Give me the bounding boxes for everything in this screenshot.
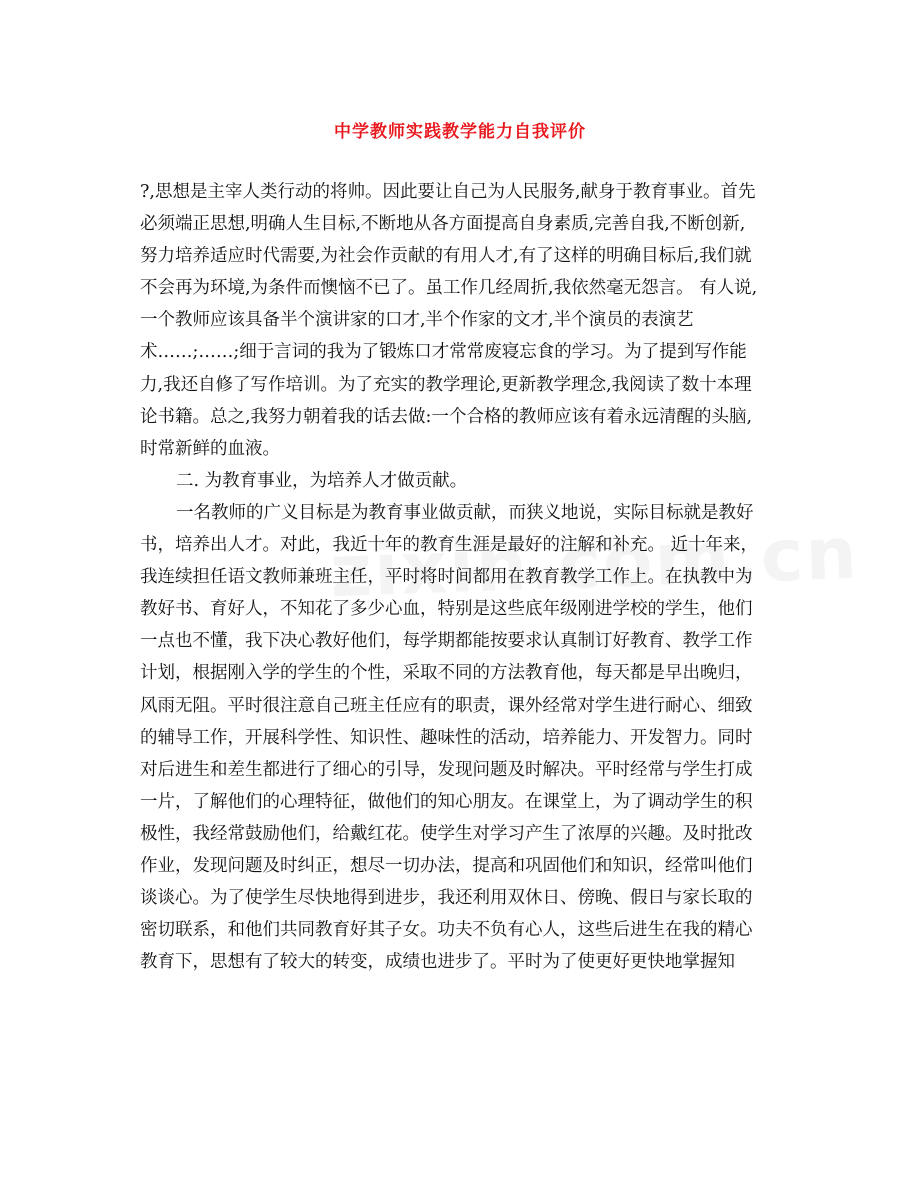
text-line: 一名教师的广义目标是为教育事业做贡献，而狭义地说，实际目标就是教好	[176, 502, 754, 523]
text-line: 对后进生和差生都进行了细心的引导，发现问题及时解决。平时经常与学生打成	[140, 759, 753, 780]
text-line: 极性，我经常鼓励他们，给戴红花。使学生对学习产生了浓厚的兴趣。及时批改	[140, 823, 753, 844]
text-line: ?,思想是主宰人类行动的将帅。因此要让自己为人民服务,献身于教育事业。首先	[140, 182, 756, 202]
text-line: 一点也不懂，我下决心教好他们，每学期都能按要求认真制订好教育、教学工作	[140, 631, 753, 652]
text-line: 教好书、育好人，不知花了多少心血，特别是这些底年级刚进学校的学生，他们	[140, 599, 753, 620]
text-line: 的辅导工作，开展科学性、知识性、趣味性的活动，培养能力、开发智力。同时	[140, 727, 753, 748]
document-body	[140, 176, 800, 978]
text-line: 术……;……;细于言词的我为了锻炼口才常常废寝忘食的学习。为了提到写作能	[140, 342, 747, 363]
text-line: 时常新鲜的血液。	[140, 438, 280, 459]
text-line: 不会再为环境,为条件而懊恼不已了。虽工作几经周折,我依然毫无怨言。 有人说,	[140, 278, 758, 299]
document-title: 中学教师实践教学能力自我评价	[334, 122, 586, 142]
text-line: 谈谈心。为了使学生尽快地得到进步，我还利用双休日、傍晚、假日与家长取的	[140, 888, 753, 909]
text-line: 我连续担任语文教师兼班主任，平时将时间都用在教育教学工作上。在执教中为	[140, 567, 753, 588]
text-line: 一片，了解他们的心理特征，做他们的知心朋友。在课堂上，为了调动学生的积	[140, 791, 753, 812]
text-line: 教育下，思想有了较大的转变，成绩也进步了。平时为了使更好更快地掌握知	[140, 952, 735, 973]
text-line: 努力培养适应时代需要,为社会作贡献的有用人才,有了这样的明确目标后,我们就	[140, 246, 752, 267]
text-line: 必须端正思想,明确人生目标,不断地从各方面提高自身素质,完善自我,不断创新,	[140, 214, 746, 235]
text-line: 密切联系，和他们共同教育好其子女。功夫不负有心人，这些后进生在我的精心	[140, 920, 753, 941]
text-line: 书，培养出人才。对此，我近十年的教育生涯是最好的注解和补充。 近十年来，	[140, 535, 759, 556]
text-line: 力,我还自修了写作培训。为了充实的教学理论,更新教学理念,我阅读了数十本理	[140, 374, 752, 395]
text-line: 风雨无阻。平时很注意自己班主任应有的职责，课外经常对学生进行耐心、细致	[140, 695, 753, 716]
text-line: 计划，根据刚入学的学生的个性，采取不同的方法教育他，每天都是早出晚归，	[140, 663, 753, 684]
text-line: 一个教师应该具备半个演讲家的口才,半个作家的文才,半个演员的表演艺	[140, 310, 694, 331]
text-line: 论书籍。总之,我努力朝着我的话去做:一个合格的教师应该有着永远清醒的头脑,	[140, 406, 753, 427]
text-line: 作业，发现问题及时纠正，想尽一切办法，提高和巩固他们和知识，经常叫他们	[140, 855, 753, 876]
section-heading: 二. 为教育事业，为培养人才做贡献。	[176, 470, 468, 491]
